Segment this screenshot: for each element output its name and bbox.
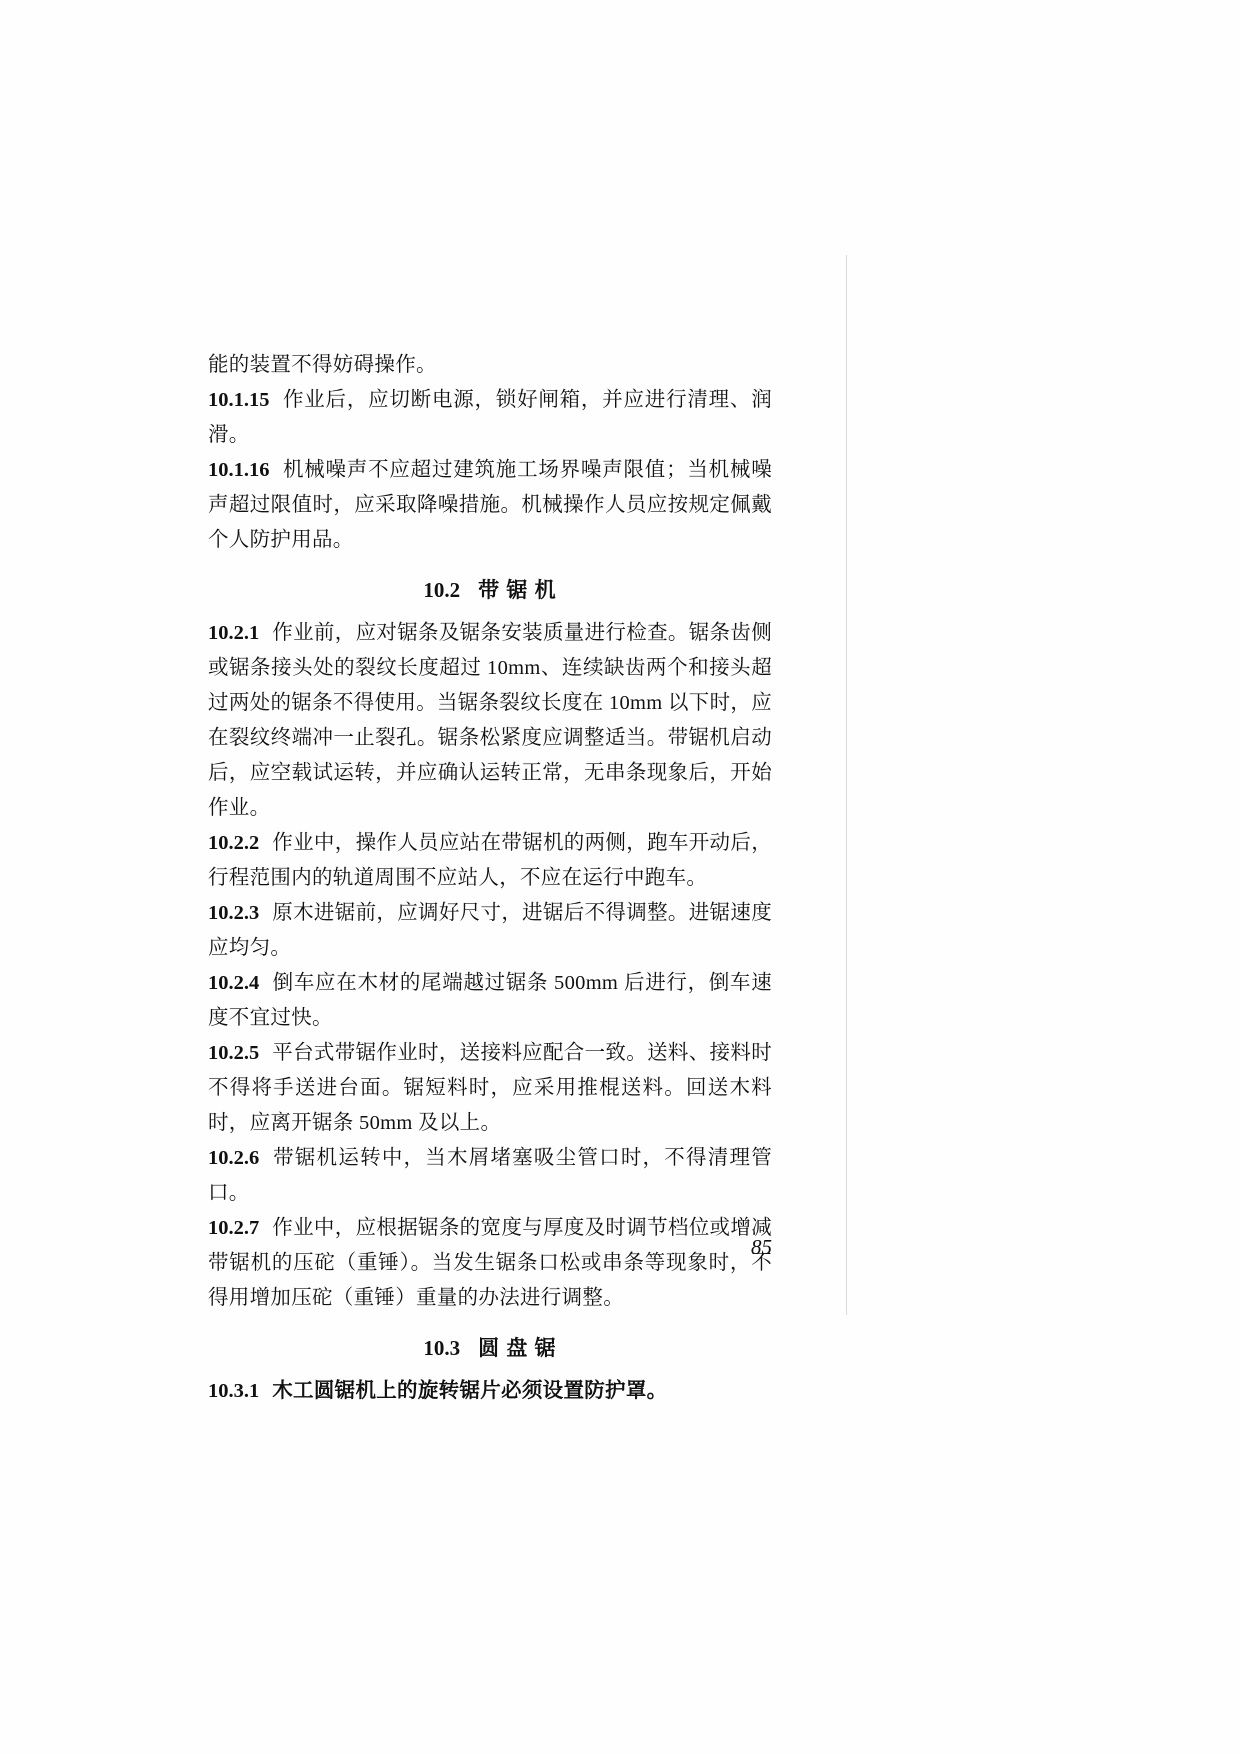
- clause-text: 木工圆锯机上的旋转锯片必须设置防护罩。: [272, 1380, 668, 1402]
- clause-10-1-16: [208, 453, 772, 558]
- clause-text: 作业中，应根据锯条的宽度与厚度及时调节档位或增减带锯机的压砣（重锤）。当发生锯条口松或串条等现象时，不得用增加压砣（重锤）重量的办法进行调整。: [208, 1217, 772, 1309]
- clause-number: 10.2.4: [208, 972, 260, 994]
- section-heading-10-3: [208, 1332, 772, 1362]
- clause-10-2-7: [208, 1211, 772, 1316]
- section-title: 带 锯 机: [478, 578, 557, 602]
- clause-number: 10.2.2: [208, 832, 260, 854]
- paragraph-continuation: [208, 348, 772, 383]
- clause-number: 10.2.7: [208, 1217, 260, 1239]
- clause-number: 10.3.1: [208, 1380, 260, 1402]
- scan-edge-line: [846, 255, 847, 1315]
- clause-number: 10.2.6: [208, 1147, 260, 1169]
- clause-text: 平台式带锯作业时，送接料应配合一致。送料、接料时不得将手送进台面。锯短料时，应采用推棍送料。回送木料时，应离开锯条 50mm 及以上。: [208, 1042, 772, 1134]
- clause-text: 作业后，应切断电源，锁好闸箱，并应进行清理、润滑。: [208, 389, 772, 446]
- section-heading-10-2: [208, 574, 772, 604]
- clause-10-1-15: [208, 383, 772, 453]
- clause-10-2-6: [208, 1141, 772, 1211]
- clause-text: 机械噪声不应超过建筑施工场界噪声限值；当机械噪声超过限值时，应采取降噪措施。机械操作人员应按规定佩戴个人防护用品。: [208, 459, 772, 551]
- section-number: 10.2: [423, 578, 461, 602]
- clause-number: 10.1.16: [208, 459, 270, 481]
- clause-number: 10.2.5: [208, 1042, 260, 1064]
- clause-text: 作业中，操作人员应站在带锯机的两侧，跑车开动后，行程范围内的轨道周围不应站人，不应在运行中跑车。: [208, 832, 772, 889]
- clause-10-2-2: [208, 826, 772, 896]
- clause-text: 倒车应在木材的尾端越过锯条 500mm 后进行，倒车速度不宜过快。: [208, 972, 772, 1029]
- clause-text: 作业前，应对锯条及锯条安装质量进行检查。锯条齿侧或锯条接头处的裂纹长度超过 10mm、连续缺齿两个和接头超过两处的锯条不得使用。当锯条裂纹长度在 10mm 以下时，应在裂纹终端冲一止裂孔。锯条松紧度应调整适当。带锯机启动后，应空载试运转，并应确认运转正常，无串条现象后，开始作业。: [208, 622, 772, 819]
- paragraph-text: 能的装置不得妨碍操作。: [208, 354, 437, 376]
- section-number: 10.3: [423, 1336, 461, 1360]
- clause-number: 10.2.1: [208, 622, 260, 644]
- clause-text: 原木进锯前，应调好尺寸，进锯后不得调整。进锯速度应均匀。: [208, 902, 772, 959]
- clause-number: 10.2.3: [208, 902, 260, 924]
- clause-10-3-1: [208, 1374, 772, 1409]
- clause-10-2-3: [208, 896, 772, 966]
- clause-10-2-5: [208, 1036, 772, 1141]
- clause-10-2-1: [208, 616, 772, 826]
- section-title: 圆 盘 锯: [478, 1336, 557, 1360]
- page-number: 85: [751, 1235, 772, 1259]
- clause-text: 带锯机运转中，当木屑堵塞吸尘管口时，不得清理管口。: [208, 1147, 772, 1204]
- clause-10-2-4: [208, 966, 772, 1036]
- clause-number: 10.1.15: [208, 389, 270, 411]
